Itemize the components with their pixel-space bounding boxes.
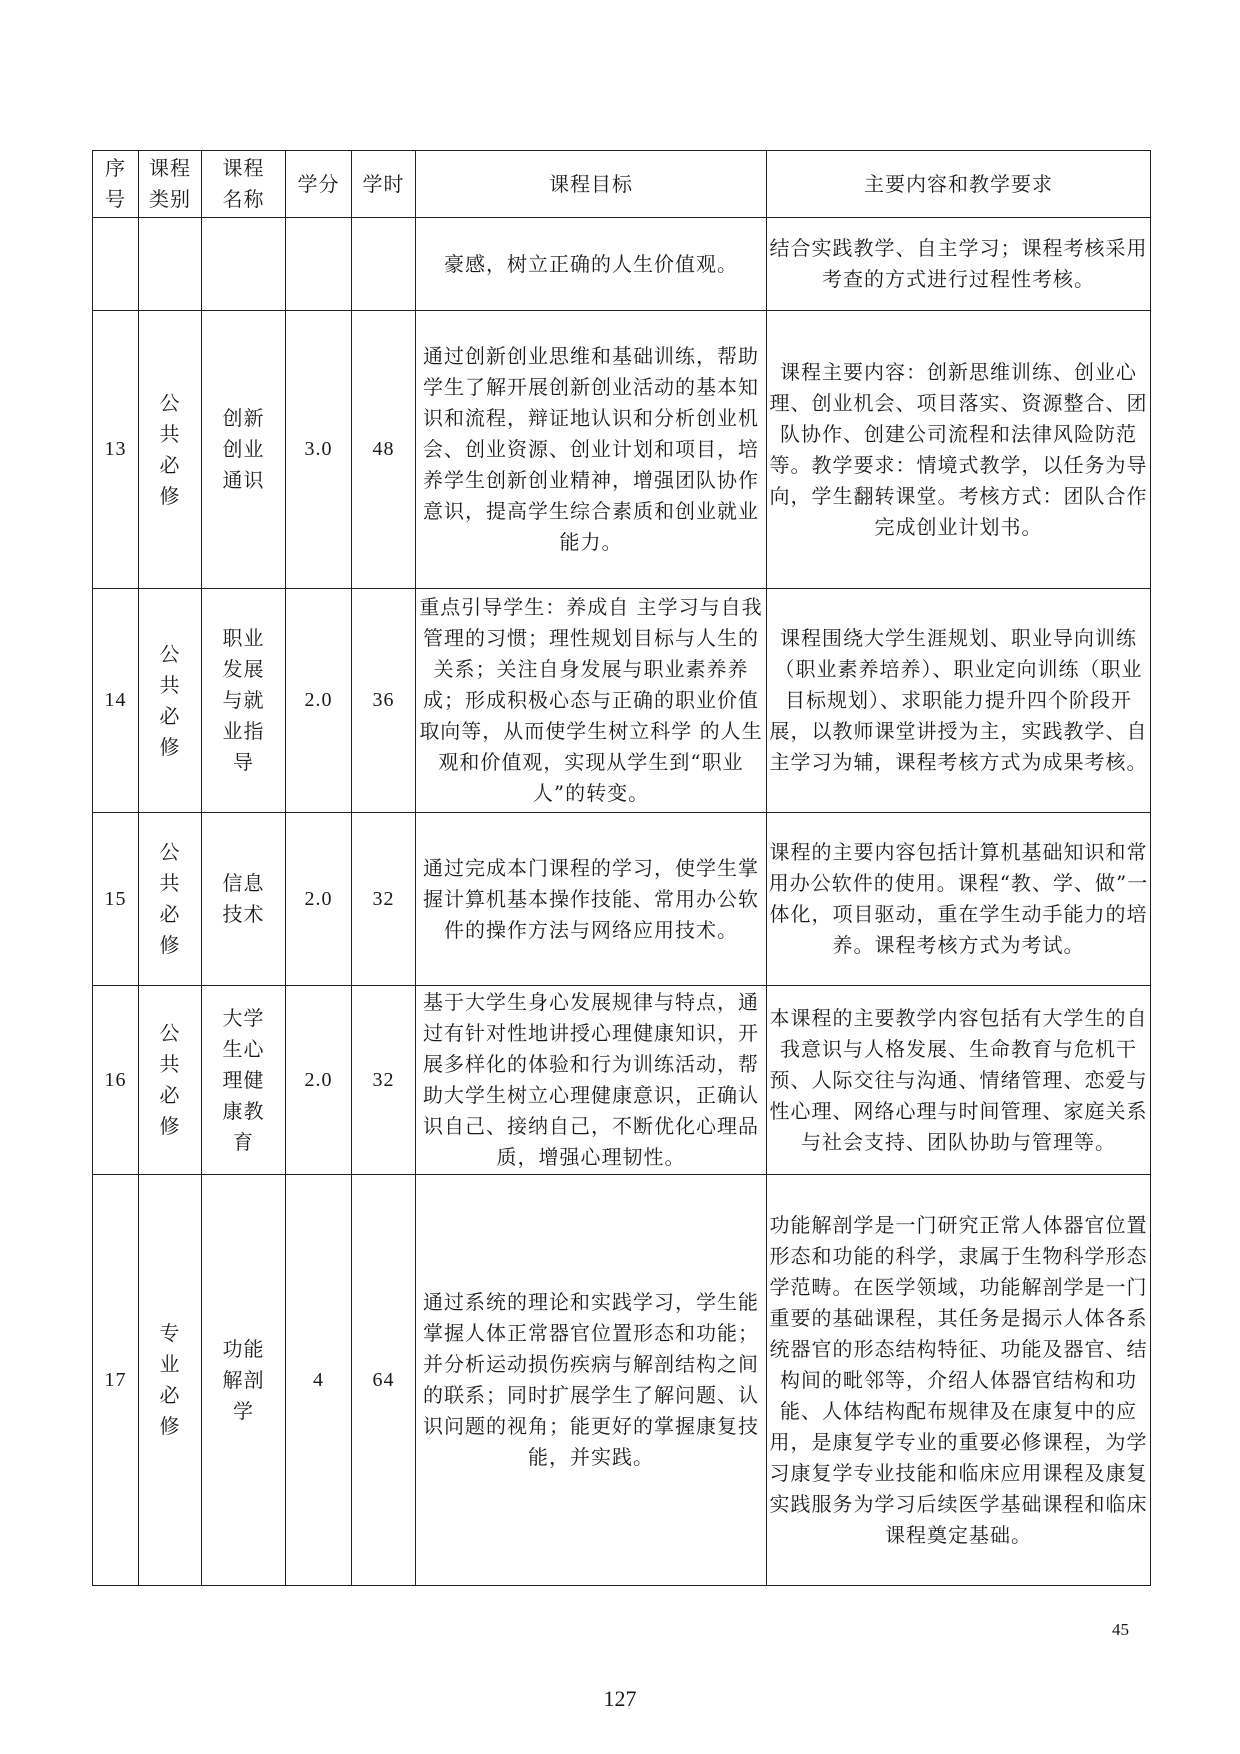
course-table: [92, 150, 1151, 1586]
cell-category: [139, 218, 202, 311]
cell-goal: 重点引导学生：养成自 主学习与自我管理的习惯；理性规划目标与人生的关系；关注自身发展与职业素养养成；形成积极心态与正确的职业价值取向等，从而使学生树立科学 的人生观和价值观，实现从学生到“职业人”的转变。: [416, 589, 767, 813]
cell-name: [202, 218, 286, 311]
cell-goal: 豪感，树立正确的人生价值观。: [416, 218, 767, 311]
cell-name: 创新创业通识: [202, 311, 286, 589]
header-seq: 序号: [93, 151, 139, 218]
table-row: [93, 589, 1151, 813]
sheet-page-number: 45: [1112, 1620, 1129, 1639]
cell-content: 课程的主要内容包括计算机基础知识和常用办公软件的使用。课程“教、学、做”一体化，项目驱动，重在学生动手能力的培养。课程考核方式为考试。: [767, 813, 1151, 986]
table-row: [93, 218, 1151, 311]
cell-goal: 通过创新创业思维和基础训练，帮助学生了解开展创新创业活动的基本知识和流程，辩证地认识和分析创业机会、创业资源、创业计划和项目，培养学生创新创业精神，增强团队协作意识，提高学生综合素质和创业就业能力。: [416, 311, 767, 589]
table-row: [93, 813, 1151, 986]
cell-credits: 2.0: [286, 986, 352, 1175]
cell-goal: 通过系统的理论和实践学习，学生能掌握人体正常器官位置形态和功能；并分析运动损伤疾病与解剖结构之间的联系；同时扩展学生了解问题、认识问题的视角；能更好的掌握康复技能，并实践。: [416, 1175, 767, 1586]
cell-hours: 64: [352, 1175, 416, 1586]
cell-credits: [286, 218, 352, 311]
header-category: 课程类别: [139, 151, 202, 218]
table-row: [93, 986, 1151, 1175]
table-header-row: [93, 151, 1151, 218]
cell-category: 公共必修: [139, 813, 202, 986]
cell-category: 公共必修: [139, 311, 202, 589]
cell-goal: 通过完成本门课程的学习，使学生掌握计算机基本操作技能、常用办公软件的操作方法与网络应用技术。: [416, 813, 767, 986]
cell-name: 职业发展与就业指导: [202, 589, 286, 813]
cell-hours: 32: [352, 813, 416, 986]
cell-seq: [93, 218, 139, 311]
cell-credits: 4: [286, 1175, 352, 1586]
cell-hours: [352, 218, 416, 311]
cell-category: 专业必修: [139, 1175, 202, 1586]
cell-seq: 14: [93, 589, 139, 813]
cell-credits: 2.0: [286, 813, 352, 986]
cell-credits: 3.0: [286, 311, 352, 589]
cell-hours: 48: [352, 311, 416, 589]
cell-name: 功能解剖学: [202, 1175, 286, 1586]
cell-hours: 32: [352, 986, 416, 1175]
header-hours: 学时: [352, 151, 416, 218]
cell-category: 公共必修: [139, 589, 202, 813]
cell-credits: 2.0: [286, 589, 352, 813]
cell-category: 公共必修: [139, 986, 202, 1175]
header-name: 课程名称: [202, 151, 286, 218]
cell-hours: 36: [352, 589, 416, 813]
cell-name: 大学生心理健康教育: [202, 986, 286, 1175]
cell-content: 本课程的主要教学内容包括有大学生的自我意识与人格发展、生命教育与危机干预、人际交往与沟通、情绪管理、恋爱与性心理、网络心理与时间管理、家庭关系与社会支持、团队协助与管理等。: [767, 986, 1151, 1175]
cell-content: 结合实践教学、自主学习；课程考核采用考查的方式进行过程性考核。: [767, 218, 1151, 311]
cell-name: 信息技术: [202, 813, 286, 986]
header-credits: 学分: [286, 151, 352, 218]
header-goal: 课程目标: [416, 151, 767, 218]
cell-goal: 基于大学生身心发展规律与特点，通过有针对性地讲授心理健康知识，开展多样化的体验和行为训练活动，帮助大学生树立心理健康意识，正确认识自己、接纳自己，不断优化心理品质，增强心理韧性。: [416, 986, 767, 1175]
cell-seq: 13: [93, 311, 139, 589]
cell-seq: 15: [93, 813, 139, 986]
cell-content: 课程围绕大学生涯规划、职业导向训练（职业素养培养）、职业定向训练（职业目标规划）、求职能力提升四个阶段开展，以教师课堂讲授为主，实践教学、自主学习为辅，课程考核方式为成果考核。: [767, 589, 1151, 813]
cell-content: 功能解剖学是一门研究正常人体器官位置形态和功能的科学，隶属于生物科学形态学范畴。在医学领域，功能解剖学是一门重要的基础课程，其任务是揭示人体各系统器官的形态结构特征、功能及器官、结构间的毗邻等，介绍人体器官结构和功能、人体结构配布规律及在康复中的应用，是康复学专业的重要必修课程，为学习康复学专业技能和临床应用课程及康复实践服务为学习后续医学基础课程和临床课程奠定基础。: [767, 1175, 1151, 1586]
table-row: [93, 1175, 1151, 1586]
header-content: 主要内容和教学要求: [767, 151, 1151, 218]
book-page-number: 127: [603, 1686, 637, 1711]
cell-content: 课程主要内容：创新思维训练、创业心理、创业机会、项目落实、资源整合、团队协作、创建公司流程和法律风险防范等。教学要求：情境式教学，以任务为导向，学生翻转课堂。考核方式：团队合作完成创业计划书。: [767, 311, 1151, 589]
cell-seq: 16: [93, 986, 139, 1175]
cell-seq: 17: [93, 1175, 139, 1586]
table-row: [93, 311, 1151, 589]
